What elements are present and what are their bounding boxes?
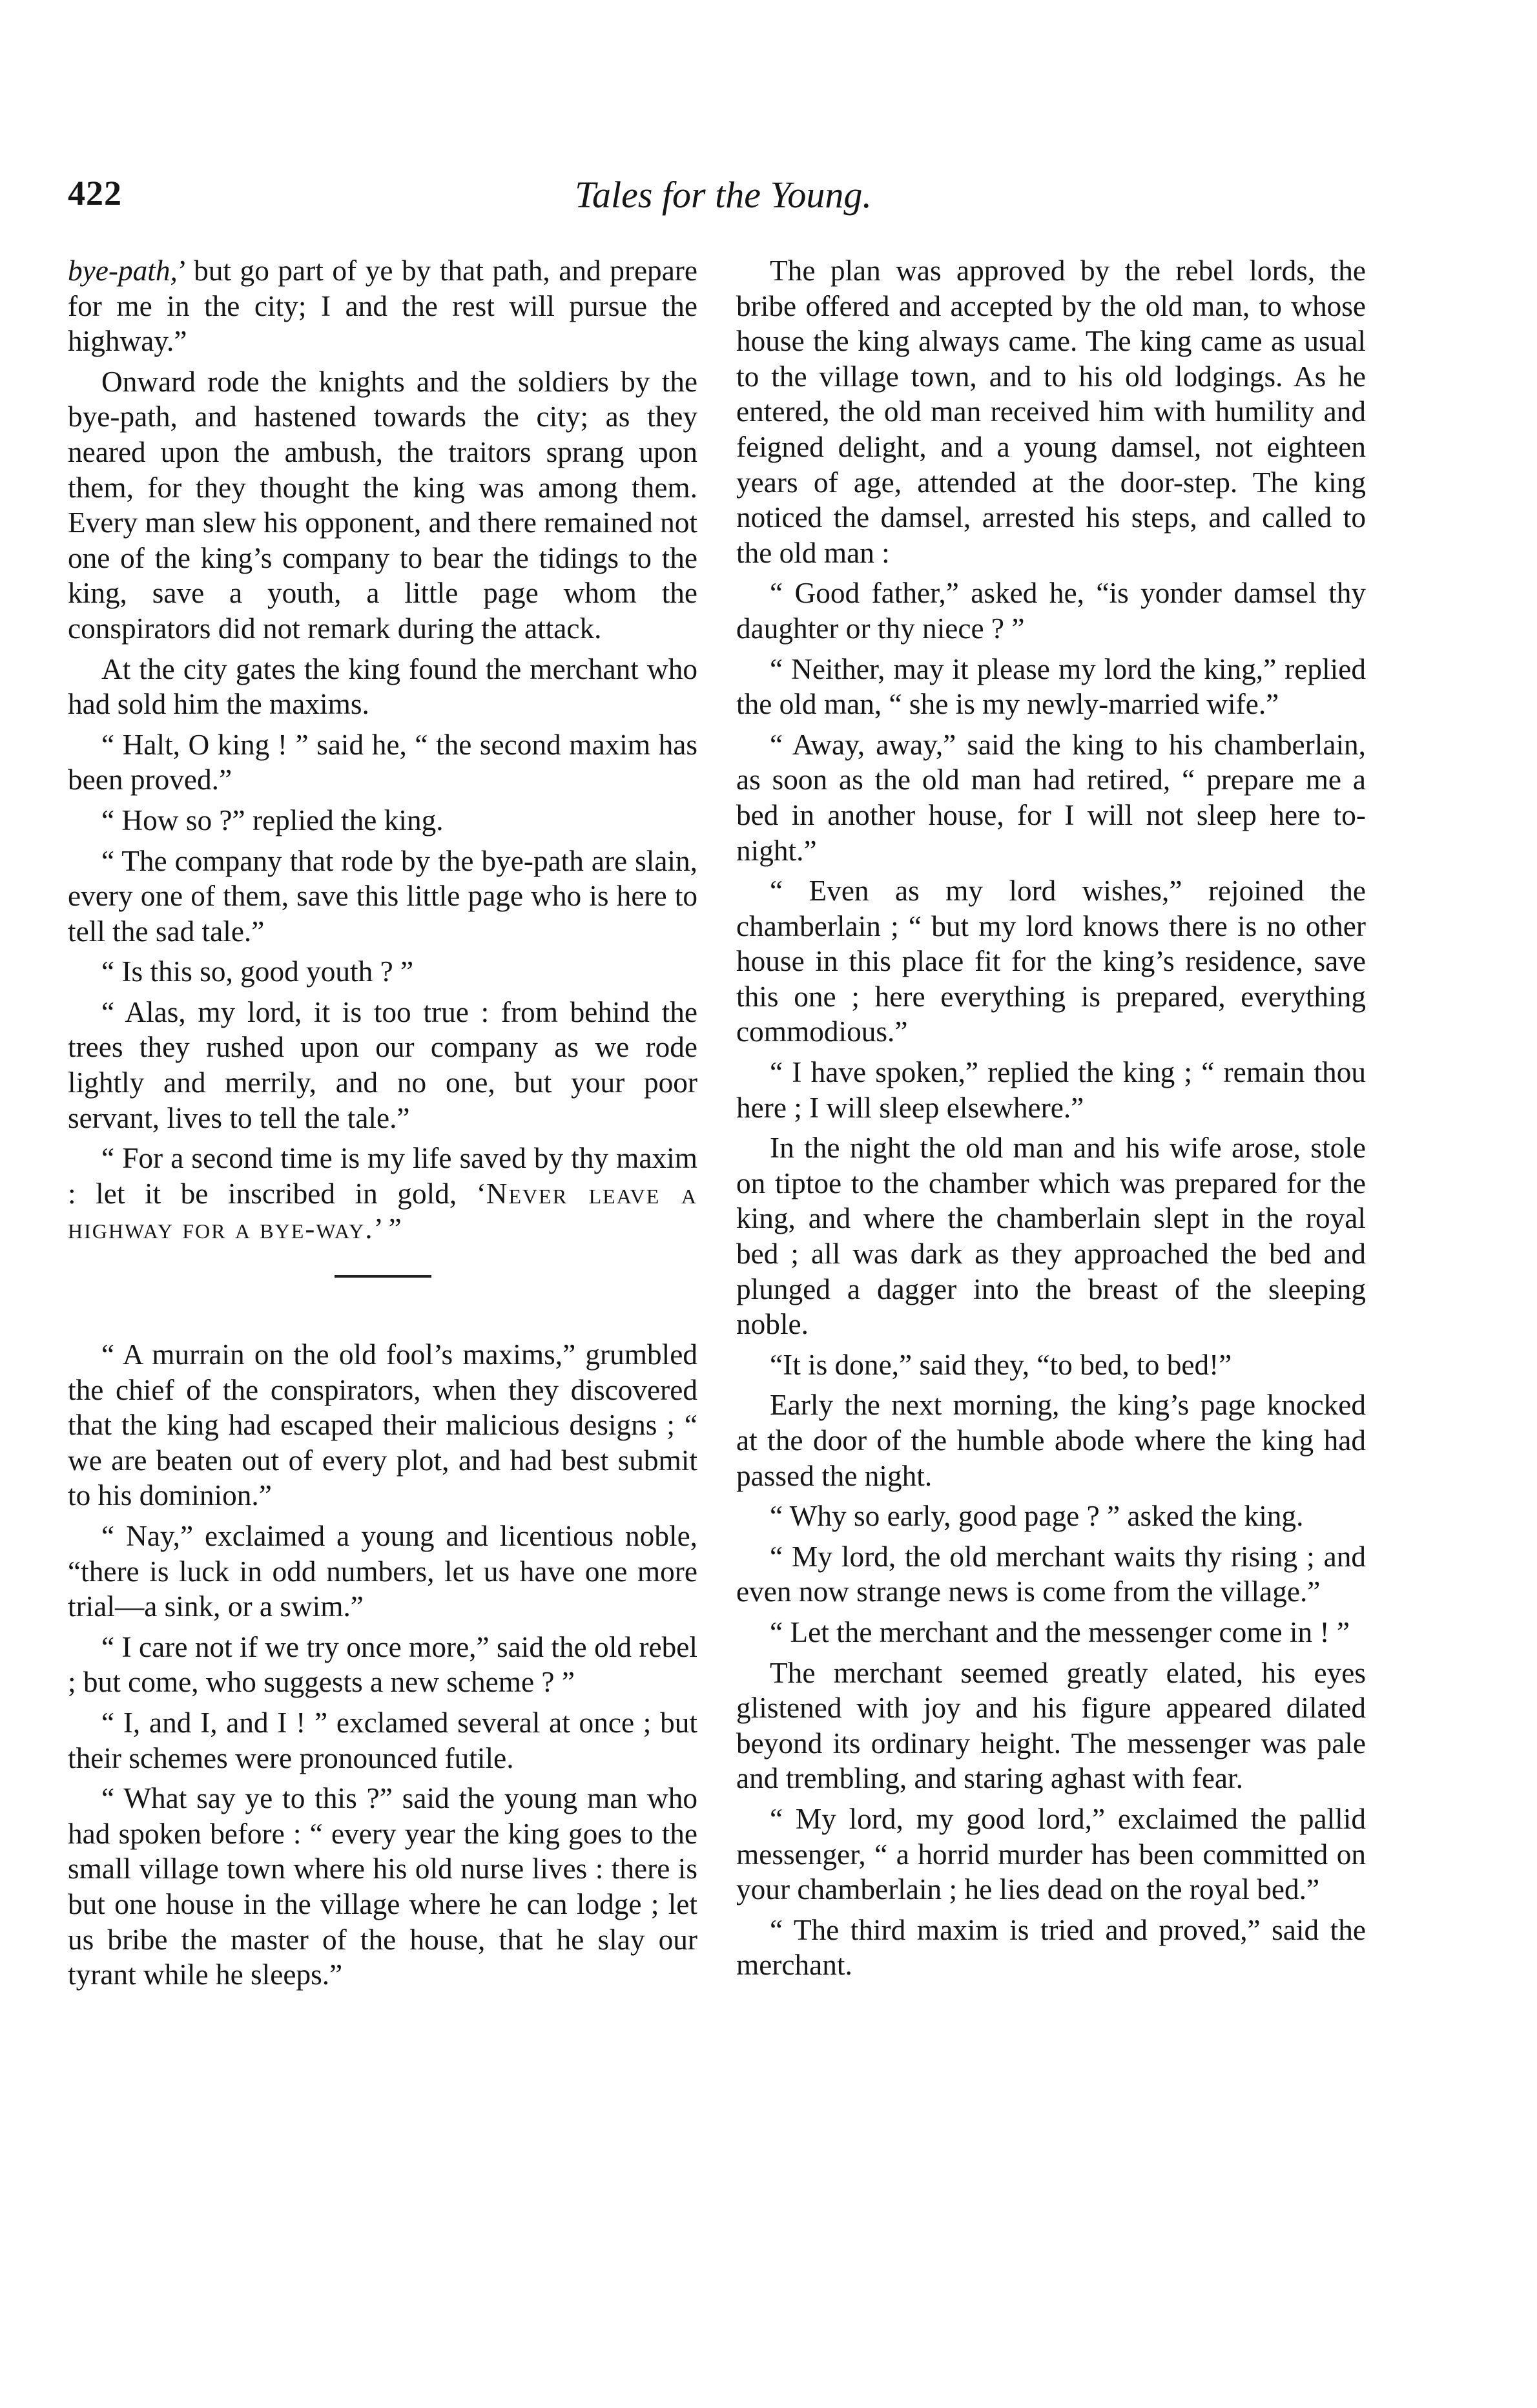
paragraph: “ Let the merchant and the messenger come in ! ” bbox=[770, 1615, 1350, 1648]
maxim-small-caps: Never leave a highway for a bye-way. bbox=[68, 1177, 697, 1245]
left-column bbox=[68, 253, 697, 1998]
paragraph: Onward rode the knights and the soldiers by the bye-path, and hastened towards the city; as they neared upon the ambush, the traitors sprang upon them, for they thought the king was among them. Every man slew his opponent, and there remained not one of the king’s company to bear the tidings to the king, save a youth, a little page whom the conspirators did not remark during the attack. bbox=[68, 365, 697, 645]
paragraph: “ Why so early, good page ? ” asked the king. bbox=[770, 1500, 1304, 1533]
paragraph-text: ’ but go part of ye by that path, and prepare for me in the city; I and the rest will pursue the highway.” bbox=[68, 254, 697, 358]
italic-word: bye-path, bbox=[68, 254, 178, 287]
paragraph: “ Even as my lord wishes,” rejoined the chamberlain ; “ but my lord knows there is no other house in this place fit for the king’s residence, save this one ; here everything is prepared, everything commodious.” bbox=[736, 875, 1366, 1048]
section-divider bbox=[335, 1275, 431, 1278]
paragraph: “ Is this so, good youth ? ” bbox=[101, 955, 414, 988]
paragraph: “ My lord, the old merchant waits thy rising ; and even now strange news is come from the village.” bbox=[736, 1540, 1366, 1608]
page-number: 422 bbox=[68, 174, 122, 213]
paragraph: The merchant seemed greatly elated, his eyes glistened with joy and his figure appeared dilated beyond its ordinary height. The messenger was pale and trembling, and staring aghast with fear. bbox=[736, 1656, 1366, 1795]
page-header bbox=[68, 173, 1340, 225]
paragraph: “ How so ?” replied the king. bbox=[101, 804, 444, 836]
paragraph: The plan was approved by the rebel lords, the bribe offered and accepted by the old man, to whose house the king always came. The king came as usual to the village town, and to his old lodgings. As he entered, the old man received him with humility and feigned delight, and a young damsel, not eighteen years of age, attended at the door-step. The king noticed the damsel, arrested his steps, and called to the old man : bbox=[736, 254, 1366, 569]
paragraph: “ What say ye to this ?” said the young man who had spoken before : “ every year the king goes to the small village town where his old nurse lives : there is but one house in the village where he can lodge ; let us bribe the master of the house, that he slay our tyrant while he sleeps.” bbox=[68, 1782, 697, 1991]
paragraph: “ The third maxim is tried and proved,” said the merchant. bbox=[736, 1913, 1366, 1982]
paragraph: “ Neither, may it please my lord the king,” replied the old man, “ she is my newly-married wife.” bbox=[736, 652, 1366, 721]
paragraph: “ Alas, my lord, it is too true : from behind the trees they rushed upon our company as we rode lightly and merrily, and no one, but your poor servant, lives to tell the tale.” bbox=[68, 995, 697, 1134]
paragraph: “ I care not if we try once more,” said the old rebel ; but come, who suggests a new scheme ? ” bbox=[68, 1630, 697, 1699]
paragraph: “ My lord, my good lord,” exclaimed the pallid messenger, “ a horrid murder has been committed on your chamberlain ; he lies dead on the royal bed.” bbox=[736, 1802, 1366, 1906]
paragraph: “ I, and I, and I ! ” exclamed several at once ; but their schemes were pronounced futile. bbox=[68, 1706, 697, 1774]
paragraph: “ A murrain on the old fool’s maxims,” grumbled the chief of the conspirators, when they discovered that the king had escaped their malicious designs ; “ we are beaten out of every plot, and had best submit to his dominion.” bbox=[68, 1338, 697, 1512]
paragraph: “ I have spoken,” replied the king ; “ remain thou here ; I will sleep elsewhere.” bbox=[736, 1056, 1366, 1124]
paragraph bbox=[68, 1141, 697, 1247]
paragraph: “ The company that rode by the bye-path are slain, every one of them, save this little page who is here to tell the sad tale.” bbox=[68, 844, 697, 948]
paragraph-text: ’ ” bbox=[373, 1212, 402, 1245]
paragraph: Early the next morning, the king’s page knocked at the door of the humble abode where the king had passed the night. bbox=[736, 1389, 1366, 1492]
paragraph: “ Good father,” asked he, “is yonder damsel thy daughter or thy niece ? ” bbox=[736, 577, 1366, 645]
right-column bbox=[736, 253, 1366, 1988]
paragraph bbox=[68, 253, 697, 359]
paragraph: “It is done,” said they, “to bed, to bed!” bbox=[770, 1348, 1232, 1381]
paragraph: “ Away, away,” said the king to his chamberlain, as soon as the old man had retired, “ prepare me a bed in another house, for I will not sleep here to-night.” bbox=[736, 728, 1366, 867]
paragraph-text: “ For a second time is my life saved by thy maxim : let it be inscribed in gold, ‘ bbox=[68, 1142, 697, 1210]
paragraph: “ Nay,” exclaimed a young and licentious noble, “there is luck in odd numbers, let us have one more trial—a sink, or a swim.” bbox=[68, 1520, 697, 1623]
paragraph: At the city gates the king found the merchant who had sold him the maxims. bbox=[68, 652, 697, 721]
paragraph: In the night the old man and his wife arose, stole on tiptoe to the chamber which was prepared for the king, and where the chamberlain slept in the royal bed ; all was dark as they approached the bed and plunged a dagger into the breast of the sleeping noble. bbox=[736, 1132, 1366, 1341]
running-title: Tales for the Young. bbox=[575, 174, 872, 216]
paragraph: “ Halt, O king ! ” said he, “ the second maxim has been proved.” bbox=[68, 728, 697, 796]
